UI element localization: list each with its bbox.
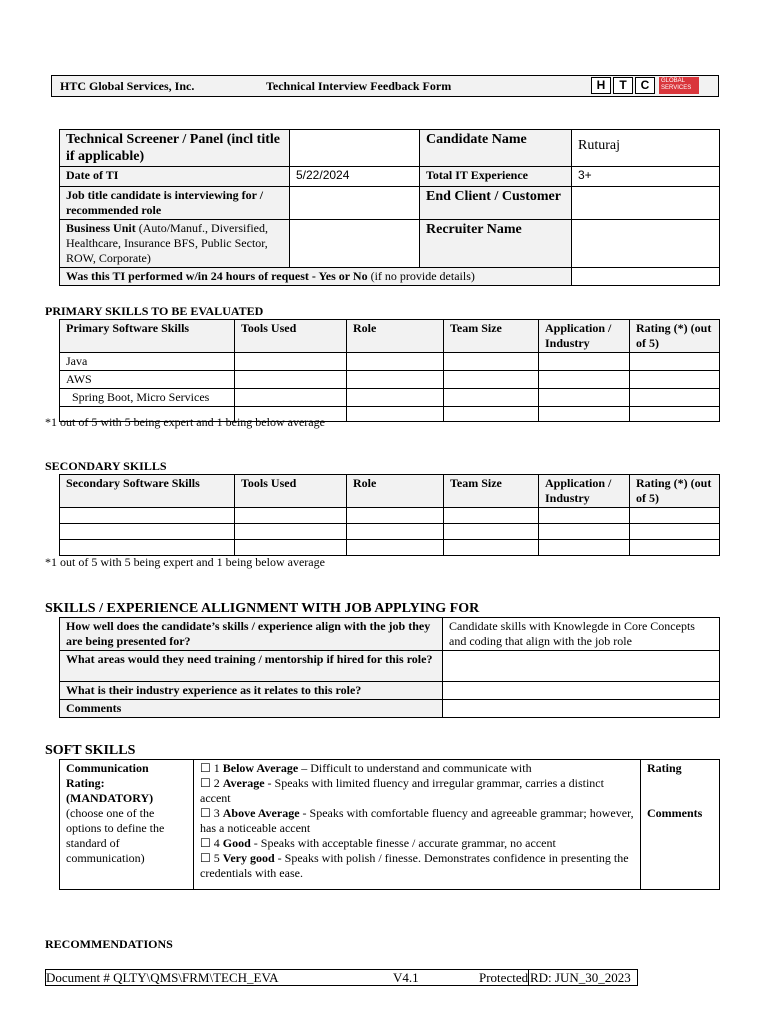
alignment-question: How well does the candidate’s skills / experience align with the job they are being presented for? [60, 618, 443, 651]
logo-badge: GLOBAL SERVICES [659, 77, 699, 94]
team-size-cell[interactable] [444, 389, 539, 407]
recruiter-field[interactable] [572, 220, 720, 268]
alignment-answer[interactable]: Candidate skills with Knowlegde in Core Concepts and coding that align with the job role [443, 618, 720, 651]
htc-logo [591, 77, 699, 94]
document-number: Document # QLTY\QMS\FRM\TECH_EVA [46, 970, 279, 985]
team-size-cell[interactable] [444, 353, 539, 371]
alignment-table [59, 617, 720, 718]
application-cell[interactable] [539, 353, 630, 371]
communication-label: Communication Rating: (MANDATORY) [66, 761, 154, 805]
primary-skill-cell[interactable]: Spring Boot, Micro Services [60, 389, 235, 407]
document-footer [45, 969, 638, 986]
tools-cell[interactable] [235, 353, 347, 371]
rating-label: Rating [647, 761, 682, 775]
team-size-cell[interactable] [444, 508, 539, 524]
tools-cell[interactable] [235, 508, 347, 524]
ti24-label: Was this TI performed w/in 24 hours of request - Yes or No [66, 269, 368, 283]
primary-skill-cell[interactable]: Java [60, 353, 235, 371]
jobtitle-field[interactable] [290, 187, 420, 220]
role-cell[interactable] [347, 407, 444, 422]
secondary-header: Application / Industry [539, 475, 630, 508]
date-label: Date of TI [60, 167, 290, 187]
table-row [60, 508, 720, 524]
ti24-field[interactable] [572, 268, 720, 286]
tools-cell[interactable] [235, 524, 347, 540]
logo-letter: T [613, 77, 633, 94]
industry-question: What is their industry experience as it relates to this role? [60, 682, 443, 700]
jobtitle-label: Job title candidate is interviewing for / recommended role [60, 187, 290, 220]
secondary-header: Role [347, 475, 444, 508]
table-row [60, 353, 720, 371]
secondary-skill-cell[interactable] [60, 508, 235, 524]
secondary-skill-cell[interactable] [60, 524, 235, 540]
candidate-info-table [59, 129, 720, 286]
rating-cell[interactable] [630, 389, 720, 407]
application-cell[interactable] [539, 407, 630, 422]
role-cell[interactable] [347, 508, 444, 524]
recruiter-label: Recruiter Name [420, 220, 572, 268]
rating-cell[interactable] [630, 524, 720, 540]
industry-answer[interactable] [443, 682, 720, 700]
rating-cell[interactable] [630, 508, 720, 524]
form-header [51, 75, 719, 97]
tools-cell[interactable] [235, 371, 347, 389]
soft-skills-table [59, 759, 720, 890]
primary-header: Rating (*) (out of 5) [630, 320, 720, 353]
secondary-header: Rating (*) (out of 5) [630, 475, 720, 508]
team-size-cell[interactable] [444, 371, 539, 389]
screener-field[interactable] [290, 130, 420, 167]
application-cell[interactable] [539, 540, 630, 556]
tools-cell[interactable] [235, 540, 347, 556]
training-answer[interactable] [443, 651, 720, 682]
experience-label: Total IT Experience [420, 167, 572, 187]
team-size-cell[interactable] [444, 540, 539, 556]
date-field[interactable]: 5/22/2024 [290, 167, 420, 187]
client-label: End Client / Customer [420, 187, 572, 220]
primary-header: Team Size [444, 320, 539, 353]
secondary-skill-cell[interactable] [60, 540, 235, 556]
communication-label-cell [60, 760, 194, 890]
comments-answer[interactable] [443, 700, 720, 718]
primary-header: Tools Used [235, 320, 347, 353]
bu-cell [60, 220, 290, 268]
communication-option[interactable]: ☐ 4 Good - Speaks with acceptable finesse / accurate grammar, no accent [200, 836, 556, 850]
primary-skill-cell[interactable]: AWS [60, 371, 235, 389]
primary-rating-note: *1 out of 5 with 5 being expert and 1 being below average [45, 415, 325, 429]
role-cell[interactable] [347, 540, 444, 556]
logo-letter: H [591, 77, 611, 94]
table-row [60, 540, 720, 556]
bu-detail: (Auto/Manuf., Diversified, Healthcare, Insurance BFS, Public Sector, ROW, Corporate) [66, 221, 269, 265]
ti24-cell [60, 268, 572, 286]
rating-cell[interactable] [630, 371, 720, 389]
protected-label: Protected [479, 970, 529, 985]
document-version: V4.1 [393, 970, 419, 985]
checkbox-icon[interactable]: ☐ [200, 851, 211, 865]
soft-skills-title: SOFT SKILLS [45, 743, 136, 758]
role-cell[interactable] [347, 371, 444, 389]
recommendations-title: RECOMMENDATIONS [45, 937, 173, 951]
primary-section-title: PRIMARY SKILLS TO BE EVALUATED [45, 304, 264, 318]
tools-cell[interactable] [235, 389, 347, 407]
primary-skills-table [59, 319, 720, 422]
checkbox-icon[interactable]: ☐ [200, 776, 211, 790]
secondary-section-title: SECONDARY SKILLS [45, 459, 167, 473]
company-name: HTC Global Services, Inc. [60, 79, 195, 93]
application-cell[interactable] [539, 371, 630, 389]
application-cell[interactable] [539, 524, 630, 540]
primary-header: Primary Software Skills [60, 320, 235, 353]
screener-label: Technical Screener / Panel (incl title if applicable) [60, 130, 290, 167]
communication-detail: (choose one of the options to define the standard of communication) [66, 806, 165, 865]
comments-label: Comments [60, 700, 443, 718]
rating-cell[interactable] [630, 540, 720, 556]
secondary-header: Secondary Software Skills [60, 475, 235, 508]
application-cell[interactable] [539, 508, 630, 524]
application-cell[interactable] [539, 389, 630, 407]
release-date: RD: JUN_30_2023 [530, 970, 631, 985]
secondary-header: Team Size [444, 475, 539, 508]
rating-comments-cell[interactable] [641, 760, 720, 890]
checkbox-icon[interactable]: ☐ [200, 806, 211, 820]
role-cell[interactable] [347, 389, 444, 407]
comments-label: Comments [647, 806, 703, 820]
candidate-field[interactable]: Ruturaj [572, 130, 720, 167]
checkbox-icon[interactable]: ☐ [200, 836, 211, 850]
rating-cell[interactable] [630, 353, 720, 371]
bu-label: Business Unit [66, 221, 136, 235]
secondary-header: Tools Used [235, 475, 347, 508]
experience-field[interactable]: 3+ [572, 167, 720, 187]
secondary-rating-note: *1 out of 5 with 5 being expert and 1 being below average [45, 555, 325, 569]
candidate-label: Candidate Name [420, 130, 572, 167]
secondary-skills-table [59, 474, 720, 556]
ti24-detail: (if no provide details) [370, 269, 475, 283]
role-cell[interactable] [347, 524, 444, 540]
communication-option[interactable]: ☐ 5 Very good - Speaks with polish / finesse. Demonstrates confidence in presenting the credentials with ease. [200, 851, 629, 880]
team-size-cell[interactable] [444, 524, 539, 540]
client-field[interactable] [572, 187, 720, 220]
communication-option[interactable]: ☐ 3 Above Average - Speaks with comfortable fluency and agreeable grammar; however, has a noticeable accent [200, 806, 634, 835]
rating-cell[interactable] [630, 407, 720, 422]
primary-header: Application / Industry [539, 320, 630, 353]
training-question: What areas would they need training / mentorship if hired for this role? [60, 651, 443, 682]
primary-header: Role [347, 320, 444, 353]
communication-options [194, 760, 641, 890]
checkbox-icon[interactable]: ☐ [200, 761, 211, 775]
bu-field[interactable] [290, 220, 420, 268]
role-cell[interactable] [347, 353, 444, 371]
form-title: Technical Interview Feedback Form [266, 79, 452, 93]
table-row [60, 389, 720, 407]
table-row [60, 524, 720, 540]
alignment-section-title: SKILLS / EXPERIENCE ALLIGNMENT WITH JOB APPLYING FOR [45, 601, 480, 616]
table-row [60, 371, 720, 389]
team-size-cell[interactable] [444, 407, 539, 422]
communication-option[interactable]: ☐ 2 Average - Speaks with limited fluency and irregular grammar, carries a distinct accent [200, 776, 604, 805]
logo-letter: C [635, 77, 655, 94]
communication-option[interactable]: ☐ 1 Below Average – Difficult to understand and communicate with [200, 761, 532, 775]
